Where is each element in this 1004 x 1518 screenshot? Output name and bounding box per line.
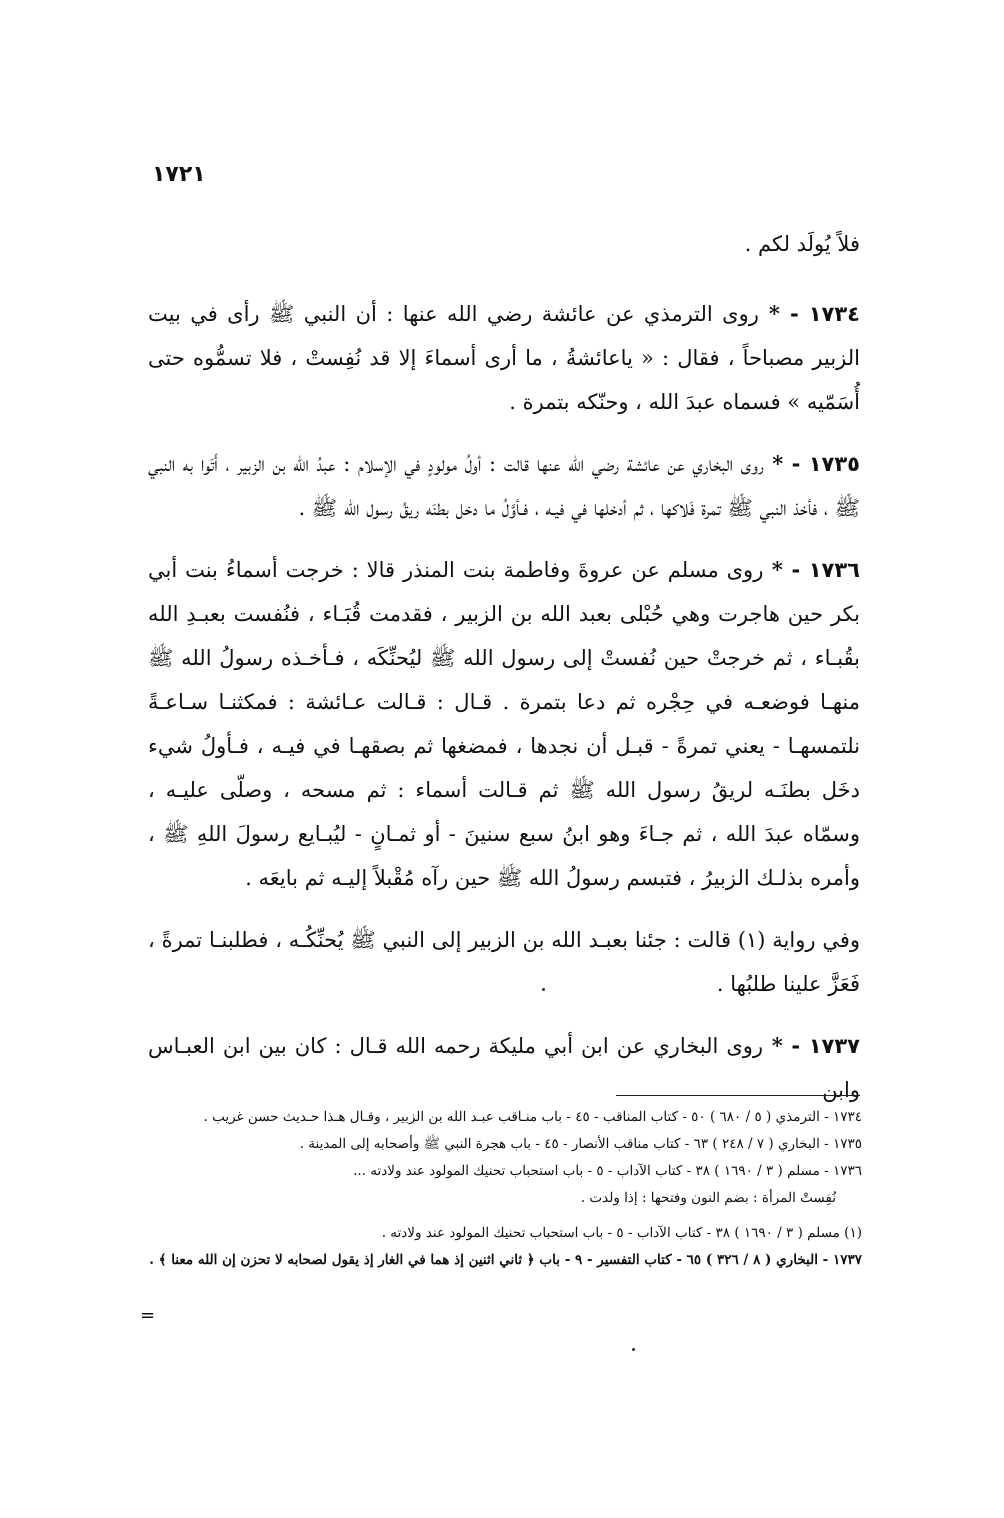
hadith-1737	[148, 1024, 860, 1112]
hadith-1736	[148, 548, 860, 900]
page-number: ١٧٢١	[152, 162, 206, 187]
footnotes	[148, 1104, 862, 1274]
paragraph-text: فلاً يُولَد لكم .	[744, 232, 860, 256]
star-marker: *	[763, 557, 783, 582]
hadith-number: ١٧٣٧ -	[782, 1034, 860, 1058]
footnote-gloss: نُفِستْ المرأة : بضم النون وفتحها : إذا ولدت .	[580, 1190, 836, 1206]
hadith-number: ١٧٣٦ -	[782, 558, 861, 582]
footnote-variant: (١) مسلم ( ٣ / ١٦٩٠ ) ٣٨ - كتاب الآداب - ٥ - باب استحباب تحنيك المولود عند ولادته .	[381, 1225, 862, 1241]
star-marker: *	[758, 301, 780, 326]
footnote-1734: ١٧٣٤ - الترمذي ( ٥ / ٦٨٠ ) ٥٠ - كتاب المناقب - ٤٥ - باب منـاقب عبـد الله بن الزبير ، وقـال هـذا حـديث حسن غريب .	[203, 1109, 862, 1125]
scan-speck	[632, 1348, 635, 1351]
hadith-number: ١٧٣٤ -	[779, 302, 860, 326]
continuation-mark: =	[140, 1305, 156, 1326]
footnote-1737: ١٧٣٧ - البخاري ( ٨ / ٣٢٦ ) ٦٥ - كتاب التفسير - ٩ - باب ﴿ ثاني اثنين إذ هما في الغار إذ يقول لصحابه لا تحزن إن الله معنا ﴾ .	[149, 1252, 862, 1268]
footnote-1736: ١٧٣٦ - مسلم ( ٣ / ١٦٩٠ ) ٣٨ - كتاب الآداب - ٥ - باب استحباب تحنيك المولود عند ولادته ...	[353, 1163, 862, 1179]
footnote-1735: ١٧٣٥ - البخاري ( ٧ / ٢٤٨ ) ٦٣ - كتاب مناقب الأنصار - ٤٥ - باب هجرة النبي ﷺ وأصحابه إلى المدينة .	[299, 1136, 862, 1152]
paragraph-text: روى الترمذي عن عائشة رضي الله عنها : أن النبي ﷺ رأى في بيت الزبير مصباحاً ، فقال : « ياعائشةُ ، ما أرى أسماءَ إلا قد نُفِستْ ، فلا تسمُّوه حتى أُسَمّيه » فسماه عبدَ الله ، وحنّكه بتمرة .	[148, 302, 860, 414]
star-marker: *	[763, 1033, 783, 1058]
paragraph-text: روى البخاري عن عائشة رضي الله عنها قالت : أولُ مولودٍ في الإسلام : عبدُ الله بن الزبير ، أَتَوا به النبي ﷺ ، فأخذ النبي ﷺ تمرة فَلاكها ، ثم أدخلها في فيـه ، فـأوَّلُ ما دخل بطنَه ريقُ رسول الله ﷺ .	[148, 452, 860, 520]
hadith-number: ١٧٣٥ -	[783, 452, 860, 476]
star-marker: *	[763, 451, 784, 476]
paragraph-text: روى مسلم عن عروةَ وفاطمة بنت المنذر قالا : خرجت أسماءُ بنت أبي بكر حين هاجرت وهي حُبْلى بعبد الله بن الزبير ، فقدمت قُبَـاء ، فنُفست بعبـدِ الله بقُبـاء ، ثم خرجتْ حين نُفستْ إلى رسول الله ﷺ ليُحنِّكَه ، فـأخـذه رسولُ الله ﷺ منهـا فوضعـه في حِجْره ثم دعا بتمرة . قـال : قـالت عـائشة : فمكثنـا سـاعـةً نلتمسهـا - يعني تمرةً - قبـل أن نجدها ، فمضغها ثم بصقهـا في فيـه ، فـأولُ شيء دخَل بطنَـه لريقُ رسول الله ﷺ ثم قـالت أسماء : ثم مسحه ، وصلّى عليـه ، وسمّاه عبدَ الله ، ثم جـاءَ وهو ابنُ سبع سنينَ - أو ثمـانٍ - ليُبـايع رسولَ اللهِ ﷺ ، وأمره بذلـك الزبيرُ ، فتبسم رسولُ الله ﷺ حين رآه مُقْبلاً إليـه ثم بايعَه .	[148, 558, 860, 890]
hadith-1735	[148, 442, 860, 530]
paragraph-text: روى البخاري عن ابن أبي مليكة رحمه الله قـال : كان بين ابن العبـاس وابن	[148, 1034, 860, 1102]
narration-variant	[148, 918, 860, 1006]
paragraph-text: وفي رواية (١) قالت : جئنا بعبـد الله بن الزبير إلى النبي ﷺ يُحنِّكُـه ، فطلبنـا تمرةً ، فَعَزَّ علينا طلبُها .	[148, 928, 860, 996]
footnote-divider	[616, 1095, 860, 1096]
scan-speck	[542, 988, 545, 991]
main-text	[148, 222, 860, 1130]
paragraph-continuation	[148, 222, 860, 266]
hadith-1734	[148, 292, 860, 424]
